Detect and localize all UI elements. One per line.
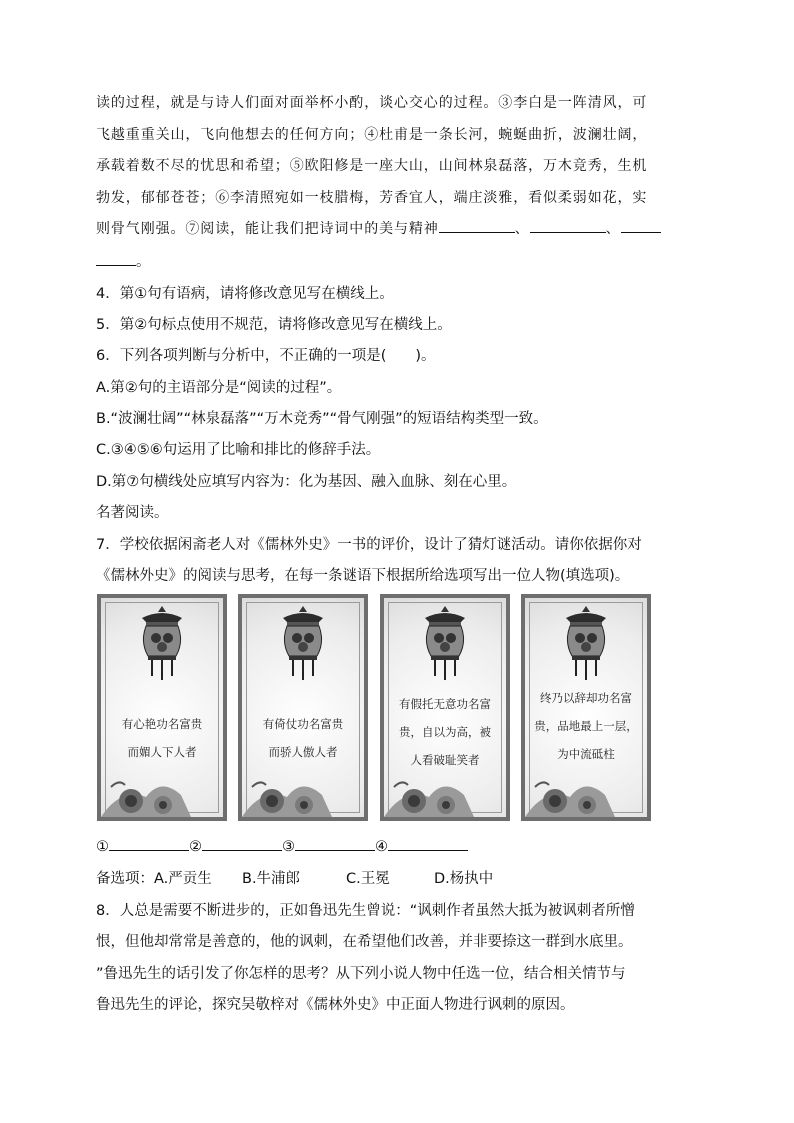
option-6c: C.③④⑤⑥句运用了比喻和排比的修辞手法。: [96, 442, 381, 458]
section-heading: 名著阅读。: [96, 505, 169, 521]
riddle-line: 有心艳功名富贵: [121, 717, 203, 731]
question-5: 5．第②句标点使用不规范，请将修改意见写在横线上。: [96, 317, 452, 333]
peony-flower-icon: [242, 757, 364, 817]
answer-mark: ③: [282, 839, 295, 855]
passage-line-2: 飞越重重关山，飞向他想去的任何方向；④杜甫是一条长河，蜿蜒曲折，波澜壮阔，: [96, 127, 648, 143]
riddle-line: 贵，自以为高，被: [399, 725, 491, 739]
passage-line-1: 读的过程，就是与诗人们面对面举杯小酌，谈心交心的过程。③李白是一阵清风，可: [96, 95, 648, 111]
answer-blank[interactable]: [109, 836, 189, 851]
answer-blank[interactable]: [388, 836, 468, 851]
riddle-line: 有假托无意功名富: [399, 697, 491, 711]
answer-blank[interactable]: [202, 836, 282, 851]
lantern-icon: [132, 604, 192, 684]
options-row: [96, 867, 493, 888]
peony-flower-icon: [384, 757, 506, 817]
lantern-icon: [415, 604, 475, 684]
riddle-line: 人看破耻笑者: [410, 753, 480, 767]
riddle-answers: [96, 836, 468, 855]
question-8-line-1: 8．人总是需要不断进步的，正如鲁迅先生曾说：“讽刺作者虽然大抵为被讽刺者所憎: [96, 903, 635, 919]
passage-line-3: 承载着数不尽的忧思和希望；⑤欧阳修是一座大山，山间林泉磊落，万木竞秀，生机: [96, 158, 648, 174]
riddle-line: 而媚人下人者: [127, 745, 197, 759]
riddle-card-2: [238, 594, 368, 821]
answer-blank[interactable]: [530, 218, 606, 233]
option-item: B.牛浦郎: [242, 871, 301, 887]
period: 。: [136, 254, 151, 270]
question-8-line-2: 恨，但他却常常是善意的，他的讽刺，在希望他们改善，并非要捺这一群到水底里。: [96, 934, 633, 950]
question-4: 4．第①句有语病，请将修改意见写在横线上。: [96, 286, 394, 302]
separator: 、: [605, 221, 621, 237]
riddle-line: 为中流砥柱: [557, 747, 615, 761]
passage-line-4: 勃发，郁郁苍苍；⑥李清照宛如一枝腊梅，芳香宜人，端庄淡雅，看似柔弱如花，实: [96, 190, 648, 206]
answer-mark: ①: [96, 839, 109, 855]
riddle-card-4: [521, 594, 651, 821]
answer-blank[interactable]: [295, 836, 375, 851]
lantern-icon: [273, 604, 333, 684]
riddle-line: 而骄人傲人者: [268, 745, 338, 759]
passage-line-5: [96, 218, 661, 238]
passage-line-6: [96, 250, 151, 271]
question-8-line-4: 鲁迅先生的评论，探究吴敬梓对《儒林外史》中正面人物进行讽刺的原因。: [96, 997, 575, 1013]
passage-line-5-text: 则骨气刚强。⑦阅读，能让我们把诗词中的美与精神: [96, 221, 439, 237]
question-7-line-1: 7．学校依据闲斋老人对《儒林外史》一书的评价，设计了猜灯谜活动。请你依据你对: [96, 537, 642, 553]
answer-blank[interactable]: [439, 218, 515, 233]
option-item: D.杨执中: [434, 871, 494, 887]
answer-mark: ②: [189, 839, 202, 855]
lantern-icon: [556, 604, 616, 684]
answer-mark: ④: [375, 839, 388, 855]
option-6d: D.第⑦句横线处应填写内容为：化为基因、融入血脉、刻在心里。: [96, 474, 517, 490]
answer-blank[interactable]: [621, 218, 661, 233]
question-6: 6．下列各项判断与分析中，不正确的一项是( )。: [96, 348, 436, 364]
separator: 、: [514, 221, 530, 237]
card-face: [242, 598, 364, 817]
option-item: A.严贡生: [154, 871, 212, 887]
option-6a: A.第②句的主语部分是“阅读的过程”。: [96, 380, 342, 396]
answer-blank[interactable]: [96, 251, 136, 266]
options-label: 备选项：: [96, 871, 154, 887]
option-6b: B.“波澜壮阔”“林泉磊落”“万木竞秀”“骨气刚强”的短语结构类型一致。: [96, 411, 548, 427]
riddle-line: 终乃以辞却功名富: [540, 691, 632, 705]
riddle-card-1: [97, 594, 227, 821]
question-7-line-2: 《儒林外史》的阅读与思考，在每一条谜语下根据所给选项写出一位人物(填选项)。: [96, 568, 630, 584]
peony-flower-icon: [101, 757, 223, 817]
riddle-line: 贵，品地最上一层，: [534, 719, 638, 733]
card-face: [384, 598, 506, 817]
question-8-line-3: ”鲁迅先生的话引发了你怎样的思考？从下列小说人物中任选一位，结合相关情节与: [96, 966, 626, 982]
riddle-line: 有倚仗功名富贵: [262, 717, 344, 731]
option-item: C.王冕: [346, 871, 390, 887]
peony-flower-icon: [525, 757, 647, 817]
card-face: [525, 598, 647, 817]
riddle-card-3: [380, 594, 510, 821]
card-face: [101, 598, 223, 817]
